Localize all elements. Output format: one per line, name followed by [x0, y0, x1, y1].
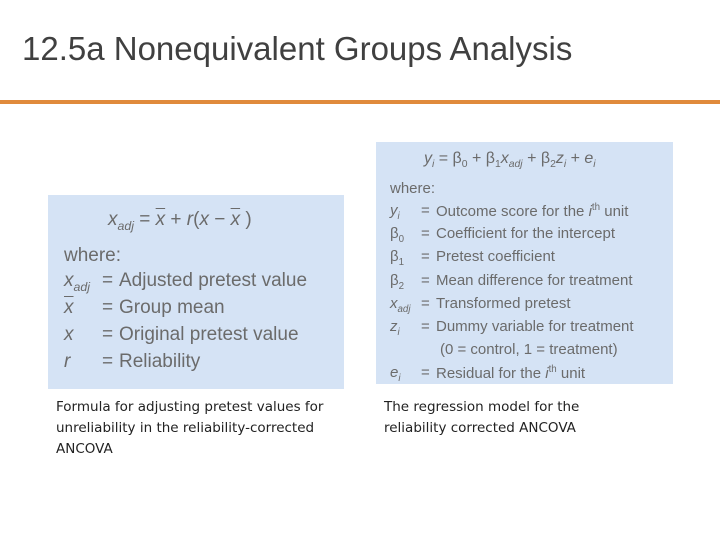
- definition-symbol: $e_i$: [390, 364, 401, 384]
- eq-xbar-2: $\overline{x}$: [230, 209, 241, 230]
- left-caption: Formula for adjusting pretest values for unreliability in the reliability-corrected ANCOVA: [56, 399, 324, 457]
- regression-equation: $y_i = \beta_0 + \beta_1x_{adj} + \beta_2z_i + e_i$: [424, 150, 596, 171]
- definition-text: Original pretest value: [119, 324, 299, 345]
- definition-equals: =: [102, 324, 114, 345]
- definition-symbol: $\overline{x}$: [64, 297, 74, 318]
- definition-text: Transformed pretest: [436, 295, 571, 312]
- eq-open-paren: (: [193, 209, 200, 230]
- definition-symbol: $\beta_2$: [390, 272, 405, 292]
- definition-symbol: $\beta_0$: [390, 225, 405, 245]
- definition-symbol: x: [64, 324, 74, 345]
- definition-text: Mean difference for treatment: [436, 272, 633, 289]
- title-underline: [0, 100, 720, 104]
- definition-text: Dummy variable for treatment: [436, 318, 634, 335]
- definition-text: Residual for the $i^{th}$ unit: [436, 364, 586, 382]
- adjusted-pretest-formula-panel: [48, 195, 344, 389]
- definition-equals: =: [421, 295, 430, 312]
- definition-equals: =: [102, 270, 114, 291]
- definition-symbol: $z_i$: [390, 318, 400, 338]
- definition-text: Coefficient for the intercept: [436, 225, 615, 242]
- eq-lhs-x: x: [108, 209, 118, 230]
- slide-title: 12.5a Nonequivalent Groups Analysis: [22, 30, 573, 67]
- definition-symbol: r: [64, 351, 71, 372]
- definition-text: Pretest coefficient: [436, 248, 555, 265]
- definition-symbol: $y_i$: [390, 202, 400, 222]
- definition-text: Group mean: [119, 297, 225, 318]
- definition-symbol: $\beta_1$: [390, 248, 405, 268]
- definition-equals: =: [421, 248, 430, 265]
- definition-symbol: $x_{adj}$: [64, 270, 90, 294]
- eq-equals: =: [133, 209, 156, 230]
- definition-equals: =: [102, 297, 114, 318]
- definition-symbol: $x_{adj}$: [390, 295, 411, 315]
- definition-equals: =: [421, 272, 430, 289]
- where-label: where:: [64, 245, 122, 266]
- adjustment-equation: [108, 209, 252, 233]
- definition-equals: =: [421, 318, 430, 335]
- eq-close-paren: ): [240, 209, 252, 230]
- eq-r: r: [186, 209, 194, 230]
- definition-text: Outcome score for the $i^{th}$ unit: [436, 202, 629, 220]
- definition-equals: =: [102, 351, 114, 372]
- definition-equals: =: [421, 364, 430, 381]
- right-caption: The regression model for the reliability corrected ANCOVA: [384, 399, 580, 436]
- definition-equals: =: [421, 225, 430, 242]
- where-label: where:: [390, 180, 436, 197]
- definition-text: (0 = control, 1 = treatment): [440, 341, 618, 358]
- definition-equals: =: [421, 202, 430, 219]
- regression-model-panel: [376, 142, 673, 384]
- eq-lhs-sub: adj: [117, 218, 134, 233]
- eq-minus: −: [208, 209, 231, 230]
- eq-xbar: $\overline{x}$: [155, 209, 166, 230]
- eq-x: x: [199, 209, 209, 230]
- definition-text: Adjusted pretest value: [119, 270, 308, 291]
- definition-text: Reliability: [119, 351, 201, 372]
- eq-plus: +: [165, 209, 187, 230]
